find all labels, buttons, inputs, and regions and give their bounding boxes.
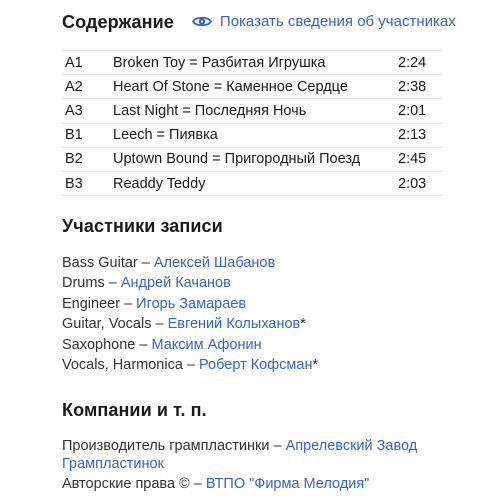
artist-link[interactable]: Алексей Шабанов [153,255,276,271]
track-position: A1 [62,51,113,75]
show-credits-link[interactable] [192,13,456,30]
credit-separator: – [137,255,154,271]
track-duration: 2:24 [398,51,442,75]
track-duration: 2:38 [398,75,442,99]
credit-separator: – [135,336,152,353]
track-duration: 2:45 [398,147,442,171]
track-title: Heart Of Stone = Каменное Сердце [113,75,398,99]
track-position: B1 [62,123,113,147]
credit-role: Saxophone [62,336,136,353]
credit-role: Guitar, Vocals [62,316,152,333]
track-position: A2 [62,75,113,99]
companies-heading: Компании и т. п. [62,400,207,420]
company-role: Производитель грампластинки [62,438,270,454]
company-item [62,437,457,473]
credit-separator: – [151,316,168,333]
track-row [62,51,442,75]
track-row [62,171,442,195]
credits-header [62,216,223,237]
tracklist-table [62,50,442,196]
company-link[interactable]: Апрелевский Завод Грампластинок [62,438,418,472]
credit-item [62,314,318,334]
tracklist-heading: Содержание [62,12,174,32]
credits-heading: Участники записи [62,216,223,236]
track-duration: 2:03 [398,171,442,195]
credit-suffix: * [300,316,306,333]
credit-separator: – [104,275,121,292]
track-row [62,123,442,147]
credit-suffix: * [312,357,319,374]
track-title: Leech = Пиявка [113,123,398,147]
track-position: A3 [62,99,113,123]
artist-link[interactable]: Евгений Колыханов [167,316,301,333]
credit-item [62,273,318,293]
track-row [62,99,442,123]
artist-link[interactable]: Максим Афонин [151,336,262,353]
credit-role: Drums [62,275,105,292]
track-duration: 2:01 [398,99,442,123]
credit-item [62,253,318,273]
company-separator: – [189,476,206,492]
credit-role: Bass Guitar [62,255,138,271]
show-credits-link-label[interactable]: Показать сведения об участниках [219,13,456,30]
credit-item [62,294,318,314]
credit-separator: – [182,357,200,374]
artist-link[interactable]: Андрей Качанов [120,275,231,292]
credit-item [62,335,318,355]
track-position: B2 [62,147,113,171]
artist-link[interactable]: Роберт Кофсман [199,357,313,374]
track-title: Uptown Bound = Пригородный Поезд [113,147,398,171]
company-separator: – [269,438,286,454]
companies-list [62,437,457,495]
track-row [62,147,442,171]
eye-icon [192,15,212,28]
credits-list [62,253,318,375]
artist-link[interactable]: Игорь Замараев [136,295,247,312]
credit-role: Engineer [62,295,121,312]
track-duration: 2:13 [398,123,442,147]
track-title: Last Night = Последняя Ночь [113,99,398,123]
company-link[interactable]: ВТПО "Фирма Мелодия" [205,476,370,492]
company-item [62,475,457,493]
track-position: B3 [62,171,113,195]
companies-header [62,400,207,421]
credit-item [62,355,318,375]
track-title: Readdy Teddy [113,171,398,195]
track-title: Broken Toy = Разбитая Игрушка [113,51,398,75]
company-role: Авторские права © [62,476,190,492]
tracklist-header [62,12,456,33]
credit-role: Vocals, Harmonica [62,357,183,374]
track-row [62,75,442,99]
credit-separator: – [120,295,137,312]
